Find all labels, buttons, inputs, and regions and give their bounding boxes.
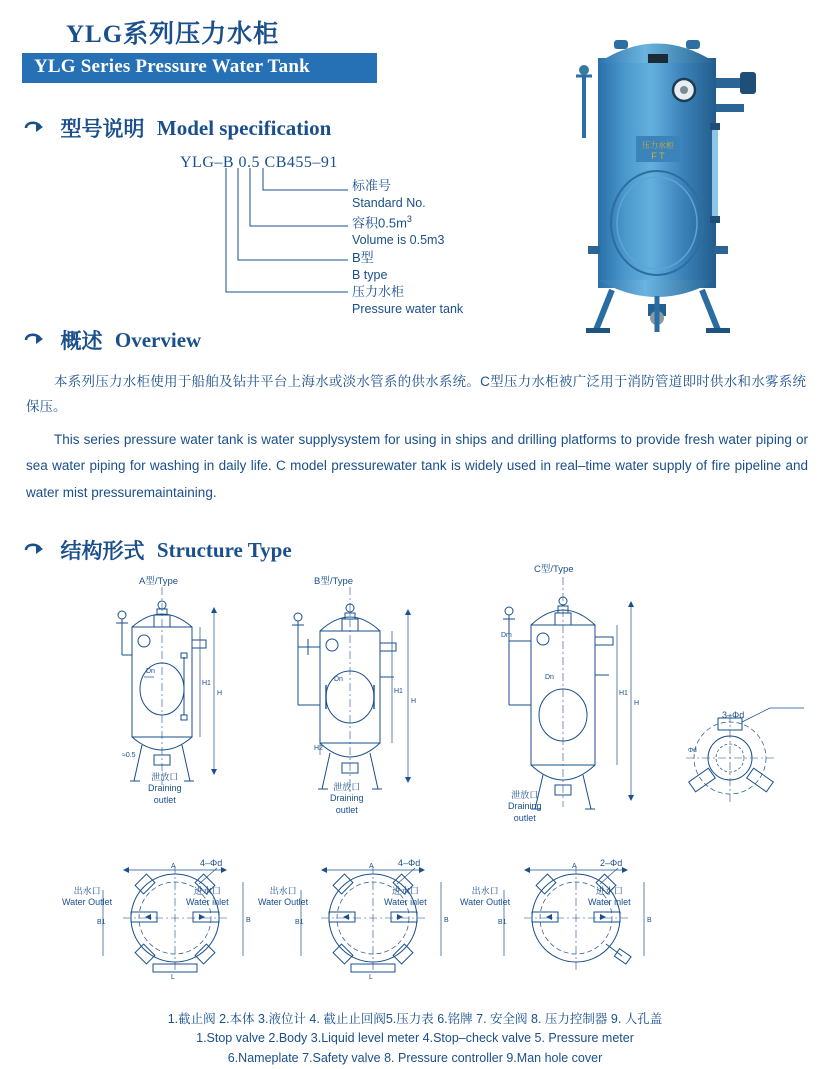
model-leader-lines <box>180 168 360 318</box>
bottom-b-right-port <box>384 886 427 909</box>
svg-text:≈0.5: ≈0.5 <box>122 752 136 759</box>
section-heading-overview <box>24 325 201 355</box>
section-title-en: Model specification <box>156 115 332 140</box>
bottom-c-hole-note: 2–Φd <box>600 858 623 868</box>
page-title-en: YLG Series Pressure Water Tank <box>34 56 310 77</box>
svg-text:H1: H1 <box>202 680 211 687</box>
callout-1-cn-text: 容积0.5m <box>352 215 407 231</box>
bottom-a-left-cn: 出水口 <box>73 886 101 896</box>
svg-text:H: H <box>217 690 223 697</box>
drain-label-c-en2: outlet <box>513 812 536 823</box>
svg-text:B: B <box>647 917 652 924</box>
drain-label-a <box>148 772 182 806</box>
svg-text:Φd: Φd <box>688 747 697 754</box>
bottom-a-hole-note: 4–Φd <box>200 858 223 868</box>
bottom-b-hole-note: 4–Φd <box>398 858 421 868</box>
overview-paragraph-cn: 本系列压力水柜使用于船舶及钻井平台上海水或淡水管系的供水系统。C型压力水柜被广泛用于消防管道即时供水和水雾系统保压。 <box>26 374 806 414</box>
svg-text:Dn: Dn <box>334 676 343 683</box>
type-label-b: B型/Type <box>314 576 354 587</box>
drain-label-c-en: Draining <box>508 801 542 812</box>
svg-text:Dm: Dm <box>501 632 512 639</box>
bullet-arrow-icon <box>24 120 46 136</box>
bottom-b-right-cn: 进水口 <box>391 886 419 896</box>
svg-text:H: H <box>411 698 417 705</box>
bottom-c-right-cn: 进水口 <box>595 886 623 896</box>
drawing-bottom-c <box>496 860 656 980</box>
bullet-arrow-icon <box>24 542 46 558</box>
svg-text:A: A <box>369 863 374 870</box>
legend-line-en2: 6.Nameplate 7.Safety valve 8. Pressure controller 9.Man hole cover <box>227 1050 603 1065</box>
bottom-a-left-port <box>62 886 112 909</box>
callout-2-cn: B型 <box>352 250 374 265</box>
callout-1-sup: 3 <box>406 214 412 224</box>
bottom-b-left-en: Water Outlet <box>258 897 309 908</box>
legend-line-cn: 1.截止阀 2.本体 3.液位计 4. 截止止回阀5.压力表 6.铭牌 7. 安全阀 8. 压力控制器 9. 人孔盖 <box>167 1012 663 1026</box>
drain-label-b <box>330 782 364 816</box>
svg-text:H: H <box>634 700 640 707</box>
section-title-cn: 结构形式 <box>60 539 145 563</box>
section-title-en: Structure Type <box>156 537 292 562</box>
svg-text:压力水柜: 压力水柜 <box>642 141 674 150</box>
drawing-bottom-b <box>293 860 453 980</box>
svg-text:B1: B1 <box>498 919 507 926</box>
callout-1-en: Volume is 0.5m3 <box>352 232 445 247</box>
detail-hole-note: 3–Φd <box>722 710 745 720</box>
callout-3-cn: 压力水柜 <box>352 284 405 299</box>
model-code: YLG–B 0.5 CB455–91 <box>180 154 338 171</box>
drain-label-a-en: Draining <box>148 783 182 794</box>
overview-paragraph-en: This series pressure water tank is water supplysystem for using in ships and drilling platforms to provide fresh water piping or sea water piping for washing in daily life. C model pressurewater tank is widely used in real–time water supply of fire pipeline and water mist pressuremaintaining. <box>26 432 808 500</box>
callout-1-cn <box>352 214 444 232</box>
section-title-cn: 概述 <box>60 329 103 353</box>
callout-2-en: B type <box>352 267 388 282</box>
type-label-a: A型/Type <box>139 576 179 587</box>
svg-text:L: L <box>369 974 373 980</box>
section-heading-model <box>24 113 331 143</box>
svg-text:H1: H1 <box>619 690 628 697</box>
drawing-type-a <box>100 585 235 790</box>
drawing-bottom-a <box>95 860 255 980</box>
svg-text:H2: H2 <box>314 745 323 752</box>
legend-line-en1: 1.Stop valve 2.Body 3.Liquid level meter 4.Stop–check valve 5. Pressure meter <box>196 1031 634 1046</box>
type-label-c: C型/Type <box>534 564 574 575</box>
svg-text:B: B <box>444 917 449 924</box>
bottom-c-left-port <box>460 886 510 909</box>
svg-text:A: A <box>572 863 577 870</box>
drawing-type-c <box>485 575 655 815</box>
svg-text:Dn: Dn <box>545 674 554 681</box>
drain-label-b-en: Draining <box>330 793 364 804</box>
callout-0-en: Standard No. <box>352 195 426 210</box>
bottom-c-left-cn: 出水口 <box>471 886 499 896</box>
svg-text:L: L <box>171 974 175 980</box>
drain-label-a-cn: 泄放口 <box>151 772 179 782</box>
section-title-en: Overview <box>114 327 202 352</box>
bottom-c-right-en: Water inlet <box>588 897 631 908</box>
svg-text:B1: B1 <box>97 919 106 926</box>
bottom-b-right-en: Water inlet <box>384 897 427 908</box>
svg-text:Dn: Dn <box>146 668 155 675</box>
svg-text:H1: H1 <box>394 688 403 695</box>
bottom-b-left-cn: 出水口 <box>269 886 297 896</box>
bottom-a-left-en: Water Outlet <box>62 897 113 908</box>
legend <box>0 1010 830 1068</box>
bottom-c-left-en: Water Outlet <box>460 897 511 908</box>
drain-label-c-cn: 泄放口 <box>511 790 539 800</box>
callout-0-cn: 标准号 <box>352 178 392 193</box>
svg-text:B1: B1 <box>295 919 304 926</box>
callout-3-en: Pressure water tank <box>352 301 464 316</box>
bottom-c-right-port <box>588 886 631 909</box>
svg-text:F T: F T <box>651 151 665 161</box>
drain-label-c <box>508 790 542 824</box>
drain-label-b-en2: outlet <box>335 804 358 815</box>
bullet-arrow-icon <box>24 332 46 348</box>
page-title-cn: YLG系列压力水柜 <box>66 21 280 48</box>
svg-text:B: B <box>246 917 251 924</box>
bottom-a-right-port <box>186 886 229 909</box>
section-title-cn: 型号说明 <box>60 117 145 141</box>
drain-label-a-en2: outlet <box>153 794 176 805</box>
product-photo <box>540 18 800 338</box>
drawing-type-b <box>278 585 428 800</box>
svg-text:A: A <box>171 863 176 870</box>
bottom-a-right-en: Water inlet <box>186 897 229 908</box>
drain-label-b-cn: 泄放口 <box>333 782 361 792</box>
section-heading-structure <box>24 535 292 565</box>
bottom-a-right-cn: 进水口 <box>193 886 221 896</box>
bottom-b-left-port <box>258 886 308 909</box>
